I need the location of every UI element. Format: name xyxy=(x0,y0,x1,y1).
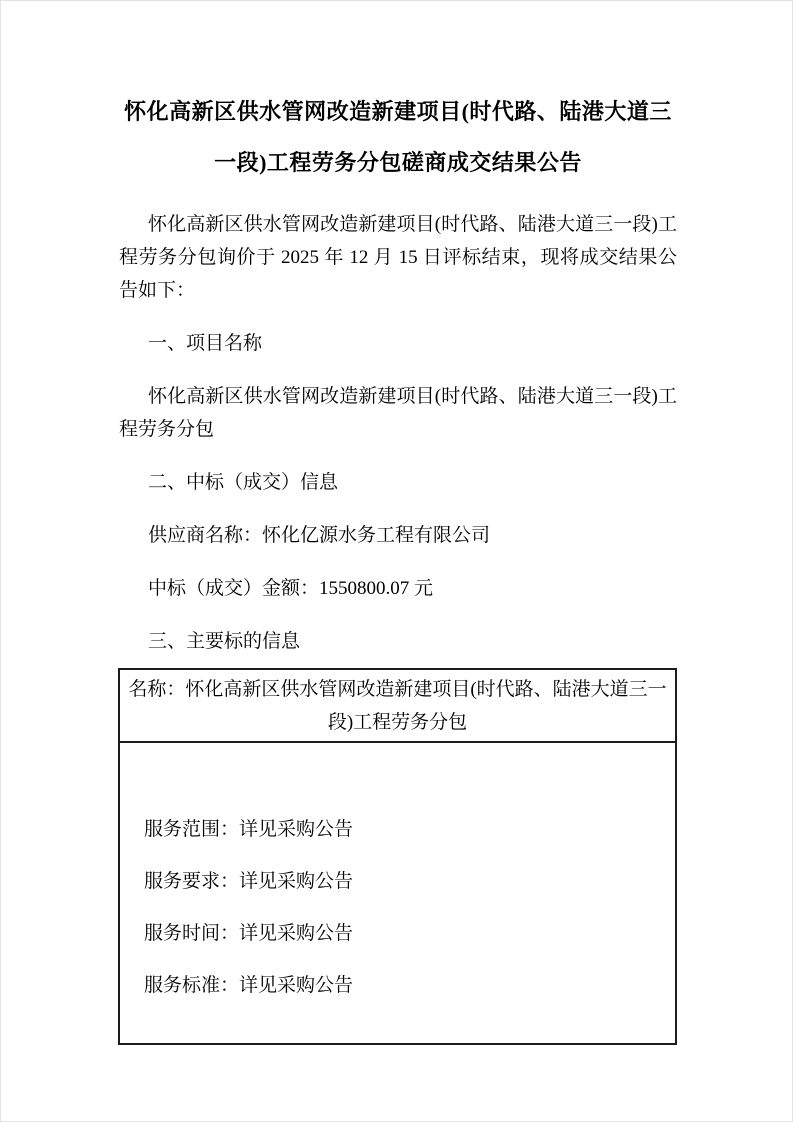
detail-line-service-standard: 服务标准：详见采购公告 xyxy=(144,975,354,996)
document-content xyxy=(119,86,677,1045)
section-1-heading: 一、项目名称 xyxy=(148,333,263,354)
bid-info-table xyxy=(118,668,677,1045)
supplier-name-line: 供应商名称：怀化亿源水务工程有限公司 xyxy=(148,525,491,546)
intro-paragraph: 怀化高新区供水管网改造新建项目(时代路、陆港大道三一段)工程劳务分包询价于 2025 年 12 月 15 日评标结束，现将成交结果公告如下： xyxy=(119,214,677,301)
page-title: 怀化高新区供水管网改造新建项目(时代路、陆港大道三一段)工程劳务分包磋商成交结果公告 xyxy=(124,99,672,175)
detail-line-service-scope: 服务范围：详见采购公告 xyxy=(144,819,354,840)
detail-line-service-time: 服务时间：详见采购公告 xyxy=(144,923,354,944)
section-1-project-name: 怀化高新区供水管网改造新建项目(时代路、陆港大道三一段)工程劳务分包 xyxy=(119,386,677,440)
table-detail-cell xyxy=(119,742,676,1044)
section-2-heading: 二、中标（成交）信息 xyxy=(148,472,339,493)
table-name-cell: 名称：怀化高新区供水管网改造新建项目(时代路、陆港大道三一段)工程劳务分包 xyxy=(119,669,676,742)
table-row xyxy=(119,669,676,742)
section-3-heading: 三、主要标的信息 xyxy=(148,631,301,652)
award-amount-line: 中标（成交）金额：1550800.07 元 xyxy=(148,578,434,599)
detail-line-service-requirement: 服务要求：详见采购公告 xyxy=(144,871,354,892)
table-row xyxy=(119,742,676,1044)
